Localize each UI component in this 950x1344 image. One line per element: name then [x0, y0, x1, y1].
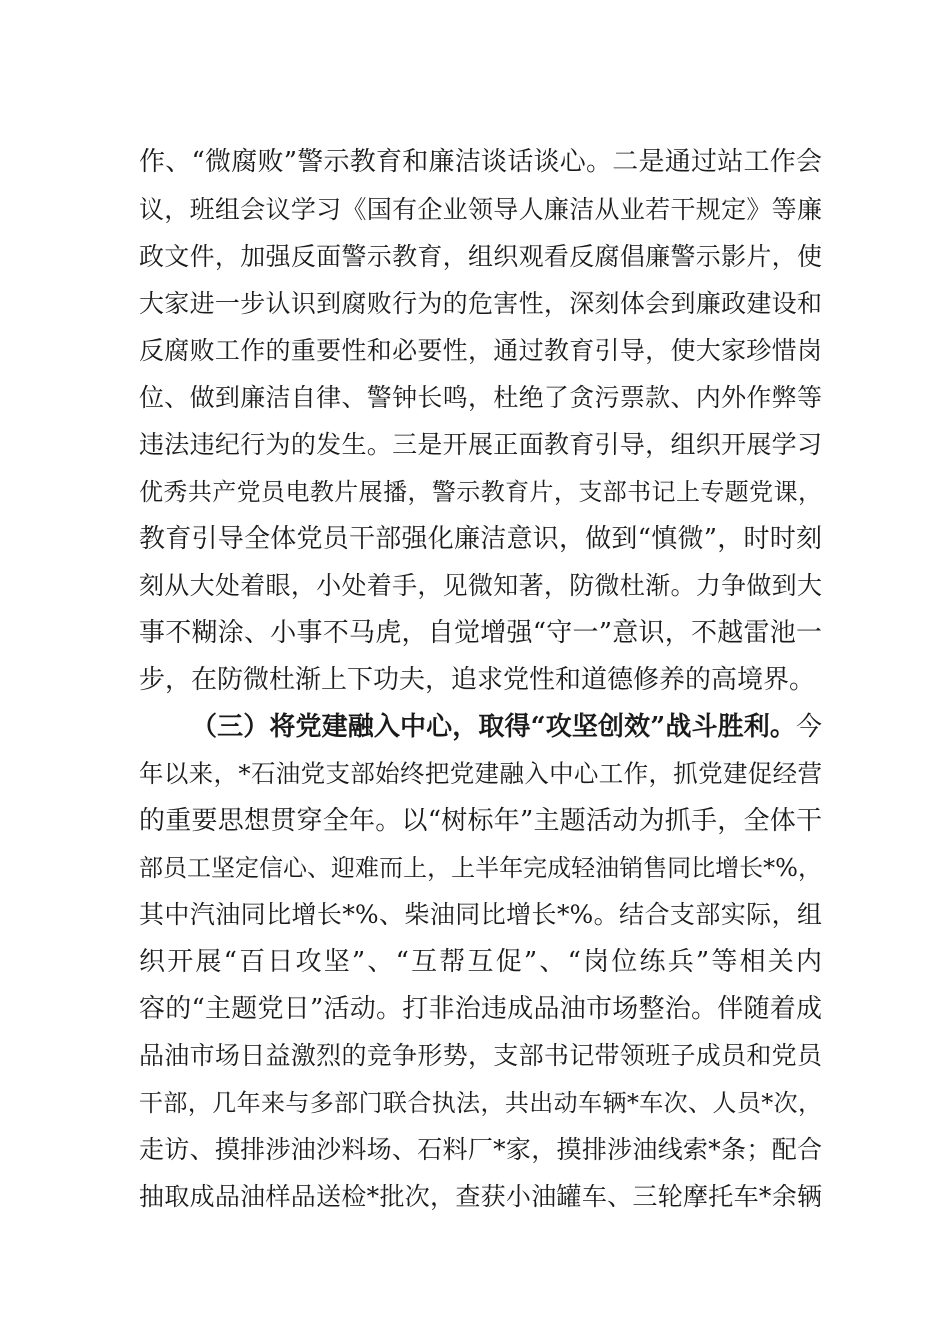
paragraph-line: 年以来，*石油党支部始终把党建融入中心工作，抓党建促经营: [139, 759, 822, 788]
paragraph-line: 位、做到廉洁自律、警钟长鸣，杜绝了贪污票款、内外作弊等: [139, 383, 822, 412]
paragraph-line: 议，班组会议学习《国有企业领导人廉洁从业若干规定》等廉: [139, 195, 822, 224]
paragraph-line: 教育引导全体党员干部强化廉洁意识，做到“慎微”，时时刻: [139, 524, 822, 554]
paragraph-line: 事不糊涂、小事不马虎，自觉增强“守一”意识，不越雷池一: [139, 618, 822, 648]
paragraph-line: 容的“主题党日”活动。打非治违成品油市场整治。伴随着成: [139, 994, 822, 1024]
paragraph-line: 作、“微腐败”警示教育和廉洁谈话谈心。二是通过站工作会: [139, 147, 822, 177]
paragraph-line: 走访、摸排涉油沙料场、石料厂*家，摸排涉油线索*条；配合: [139, 1135, 822, 1164]
section-heading: （三）将党建融入中心，取得“攻坚创效”战斗胜利。: [191, 712, 796, 742]
paragraph-line: 的重要思想贯穿全年。以“树标年”主题活动为抓手，全体干: [139, 806, 822, 836]
paragraph-line: 违法违纪行为的发生。三是开展正面教育引导，组织开展学习: [139, 430, 822, 459]
paragraph-line: 抽取成品油样品送检*批次，查获小油罐车、三轮摩托车*余辆: [139, 1182, 822, 1211]
paragraph-line: 优秀共产党员电教片展播，警示教育片，支部书记上专题党课，: [139, 478, 822, 506]
paragraph-line: 织开展“百日攻坚”、“互帮互促”、“岗位练兵”等相关内: [139, 947, 822, 977]
paragraph-line: 品油市场日益激烈的竞争形势，支部书记带领班子成员和党员: [139, 1041, 822, 1070]
paragraph-line: 政文件，加强反面警示教育，组织观看反腐倡廉警示影片，使: [139, 242, 822, 271]
paragraph-line: 反腐败工作的重要性和必要性，通过教育引导，使大家珍惜岗: [139, 336, 822, 365]
paragraph-line: 大家进一步认识到腐败行为的危害性，深刻体会到廉政建设和: [139, 289, 822, 318]
paragraph-line: 其中汽油同比增长*%、柴油同比增长*%。结合支部实际，组: [139, 900, 822, 929]
section-heading-line: [191, 707, 822, 747]
paragraph-line: 步，在防微杜渐上下功夫，追求党性和道德修养的高境界。: [139, 665, 816, 695]
paragraph-text: 今: [795, 712, 822, 742]
paragraph-line: 刻从大处着眼，小处着手，见微知著，防微杜渐。力争做到大: [139, 571, 822, 600]
paragraph-line: 干部，几年来与多部门联合执法，共出动车辆*车次、人员*次，: [139, 1089, 822, 1117]
paragraph-line: 部员工坚定信心、迎难而上，上半年完成轻油销售同比增长*%，: [139, 854, 822, 882]
